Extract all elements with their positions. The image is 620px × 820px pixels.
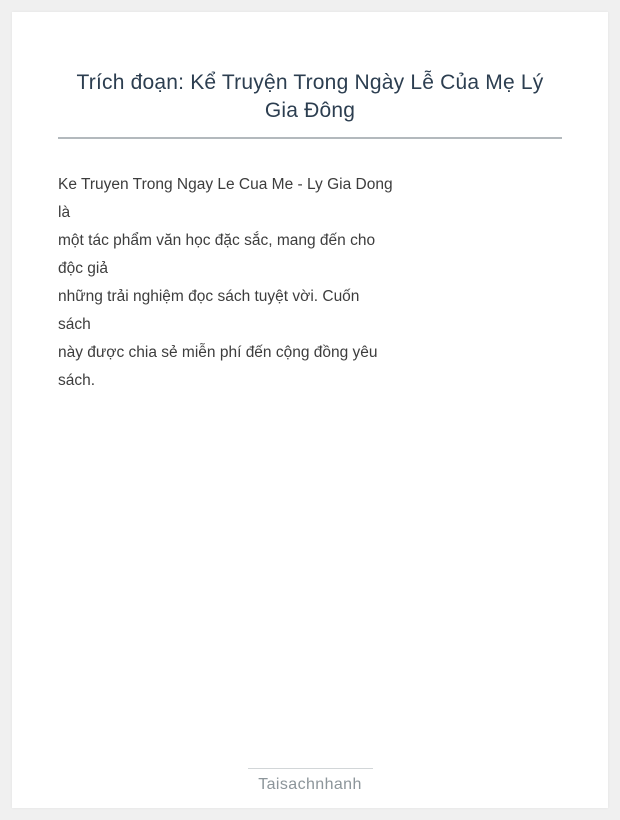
excerpt-paragraph	[58, 171, 562, 395]
footer-divider	[248, 768, 373, 769]
footer-brand: Taisachnhanh	[258, 776, 362, 793]
body-text-line: những trải nghiệm đọc sách tuyệt vời. Cuốn	[58, 288, 360, 305]
body-text-line: là	[58, 204, 71, 221]
body-text-line: một tác phẩm văn học đặc sắc, mang đến cho	[58, 232, 376, 249]
page-footer	[12, 768, 608, 794]
body-text-line: sách.	[58, 372, 96, 389]
body-text-line: Ke Truyen Trong Ngay Le Cua Me - Ly Gia Dong	[58, 176, 393, 193]
page-content	[58, 12, 562, 395]
body-text-line: sách	[58, 316, 91, 333]
body-text-line: này được chia sẻ miễn phí đến cộng đồng yêu	[58, 344, 378, 361]
page-title: Trích đoạn: Kể Truyện Trong Ngày Lễ Của Mẹ Lý Gia Đông	[58, 69, 562, 139]
body-text-line: độc giả	[58, 260, 108, 277]
document-page	[12, 12, 608, 808]
